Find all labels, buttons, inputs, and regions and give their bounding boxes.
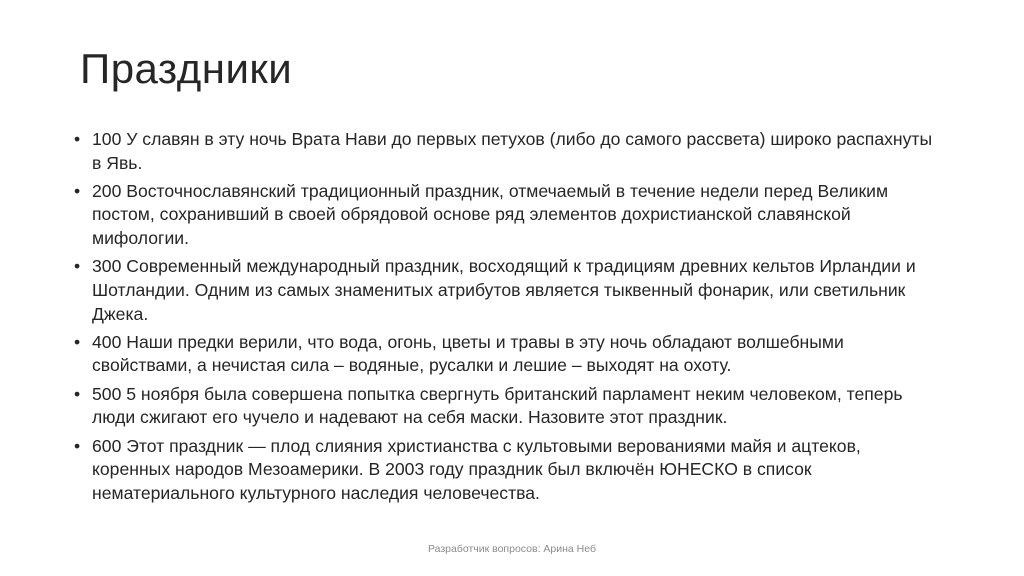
slide-title: Праздники	[80, 45, 293, 92]
slide-footer: Разработчик вопросов: Арина Неб	[427, 543, 596, 555]
bullet-item-500	[72, 383, 942, 430]
bullet-text: 600 Этот праздник — плод слияния христианства с культовыми верованиями майя и ацтеков, коренных народов Мезоамерики. В 2003 году праздник был включён ЮНЕСКО в список нематериального культурного наследия человечества.	[92, 435, 861, 503]
bullet-list	[72, 128, 942, 510]
bullet-dot-icon: •	[74, 129, 81, 149]
bullet-dot-icon: •	[74, 383, 81, 404]
bullet-item-200	[72, 180, 942, 251]
bullet-dot-icon: •	[74, 331, 81, 352]
bullet-text: 200 Восточнославянский традиционный праздник, отмечаемый в течение недели перед Великим постом, сохранивший в своей обрядовой основе ряд элементов дохристианской славянской мифологии.	[92, 180, 889, 249]
bullet-dot-icon: •	[74, 435, 81, 456]
bullet-text: 300 Современный международный праздник, восходящий к традициям древних кельтов Ирландии и Шотландии. Одним из самых знаменитых атрибутов является тыквенный фонарик, или светильник Джека.	[92, 256, 916, 324]
bullet-dot-icon: •	[74, 256, 81, 277]
bullet-text: 500 5 ноября была совершена попытка свергнуть британский парламент неким человеком, теперь люди сжигают его чучело и надевают на себя маски. Назовите этот праздник.	[92, 383, 903, 428]
bullet-item-100	[72, 128, 942, 175]
bullet-text: 100 У славян в эту ночь Врата Нави до первых петухов (либо до самого рассвета) широко распахнуты в Явь.	[92, 129, 933, 173]
bullet-item-600	[72, 435, 942, 506]
bullet-item-400	[72, 331, 942, 378]
bullet-text: 400 Наши предки верили, что вода, огонь, цветы и травы в эту ночь обладают волшебными свойствами, а нечистая сила – водяные, русалки и лешие – выходят на охоту.	[92, 331, 844, 376]
bullet-item-300	[72, 255, 942, 326]
bullet-dot-icon: •	[74, 180, 81, 201]
